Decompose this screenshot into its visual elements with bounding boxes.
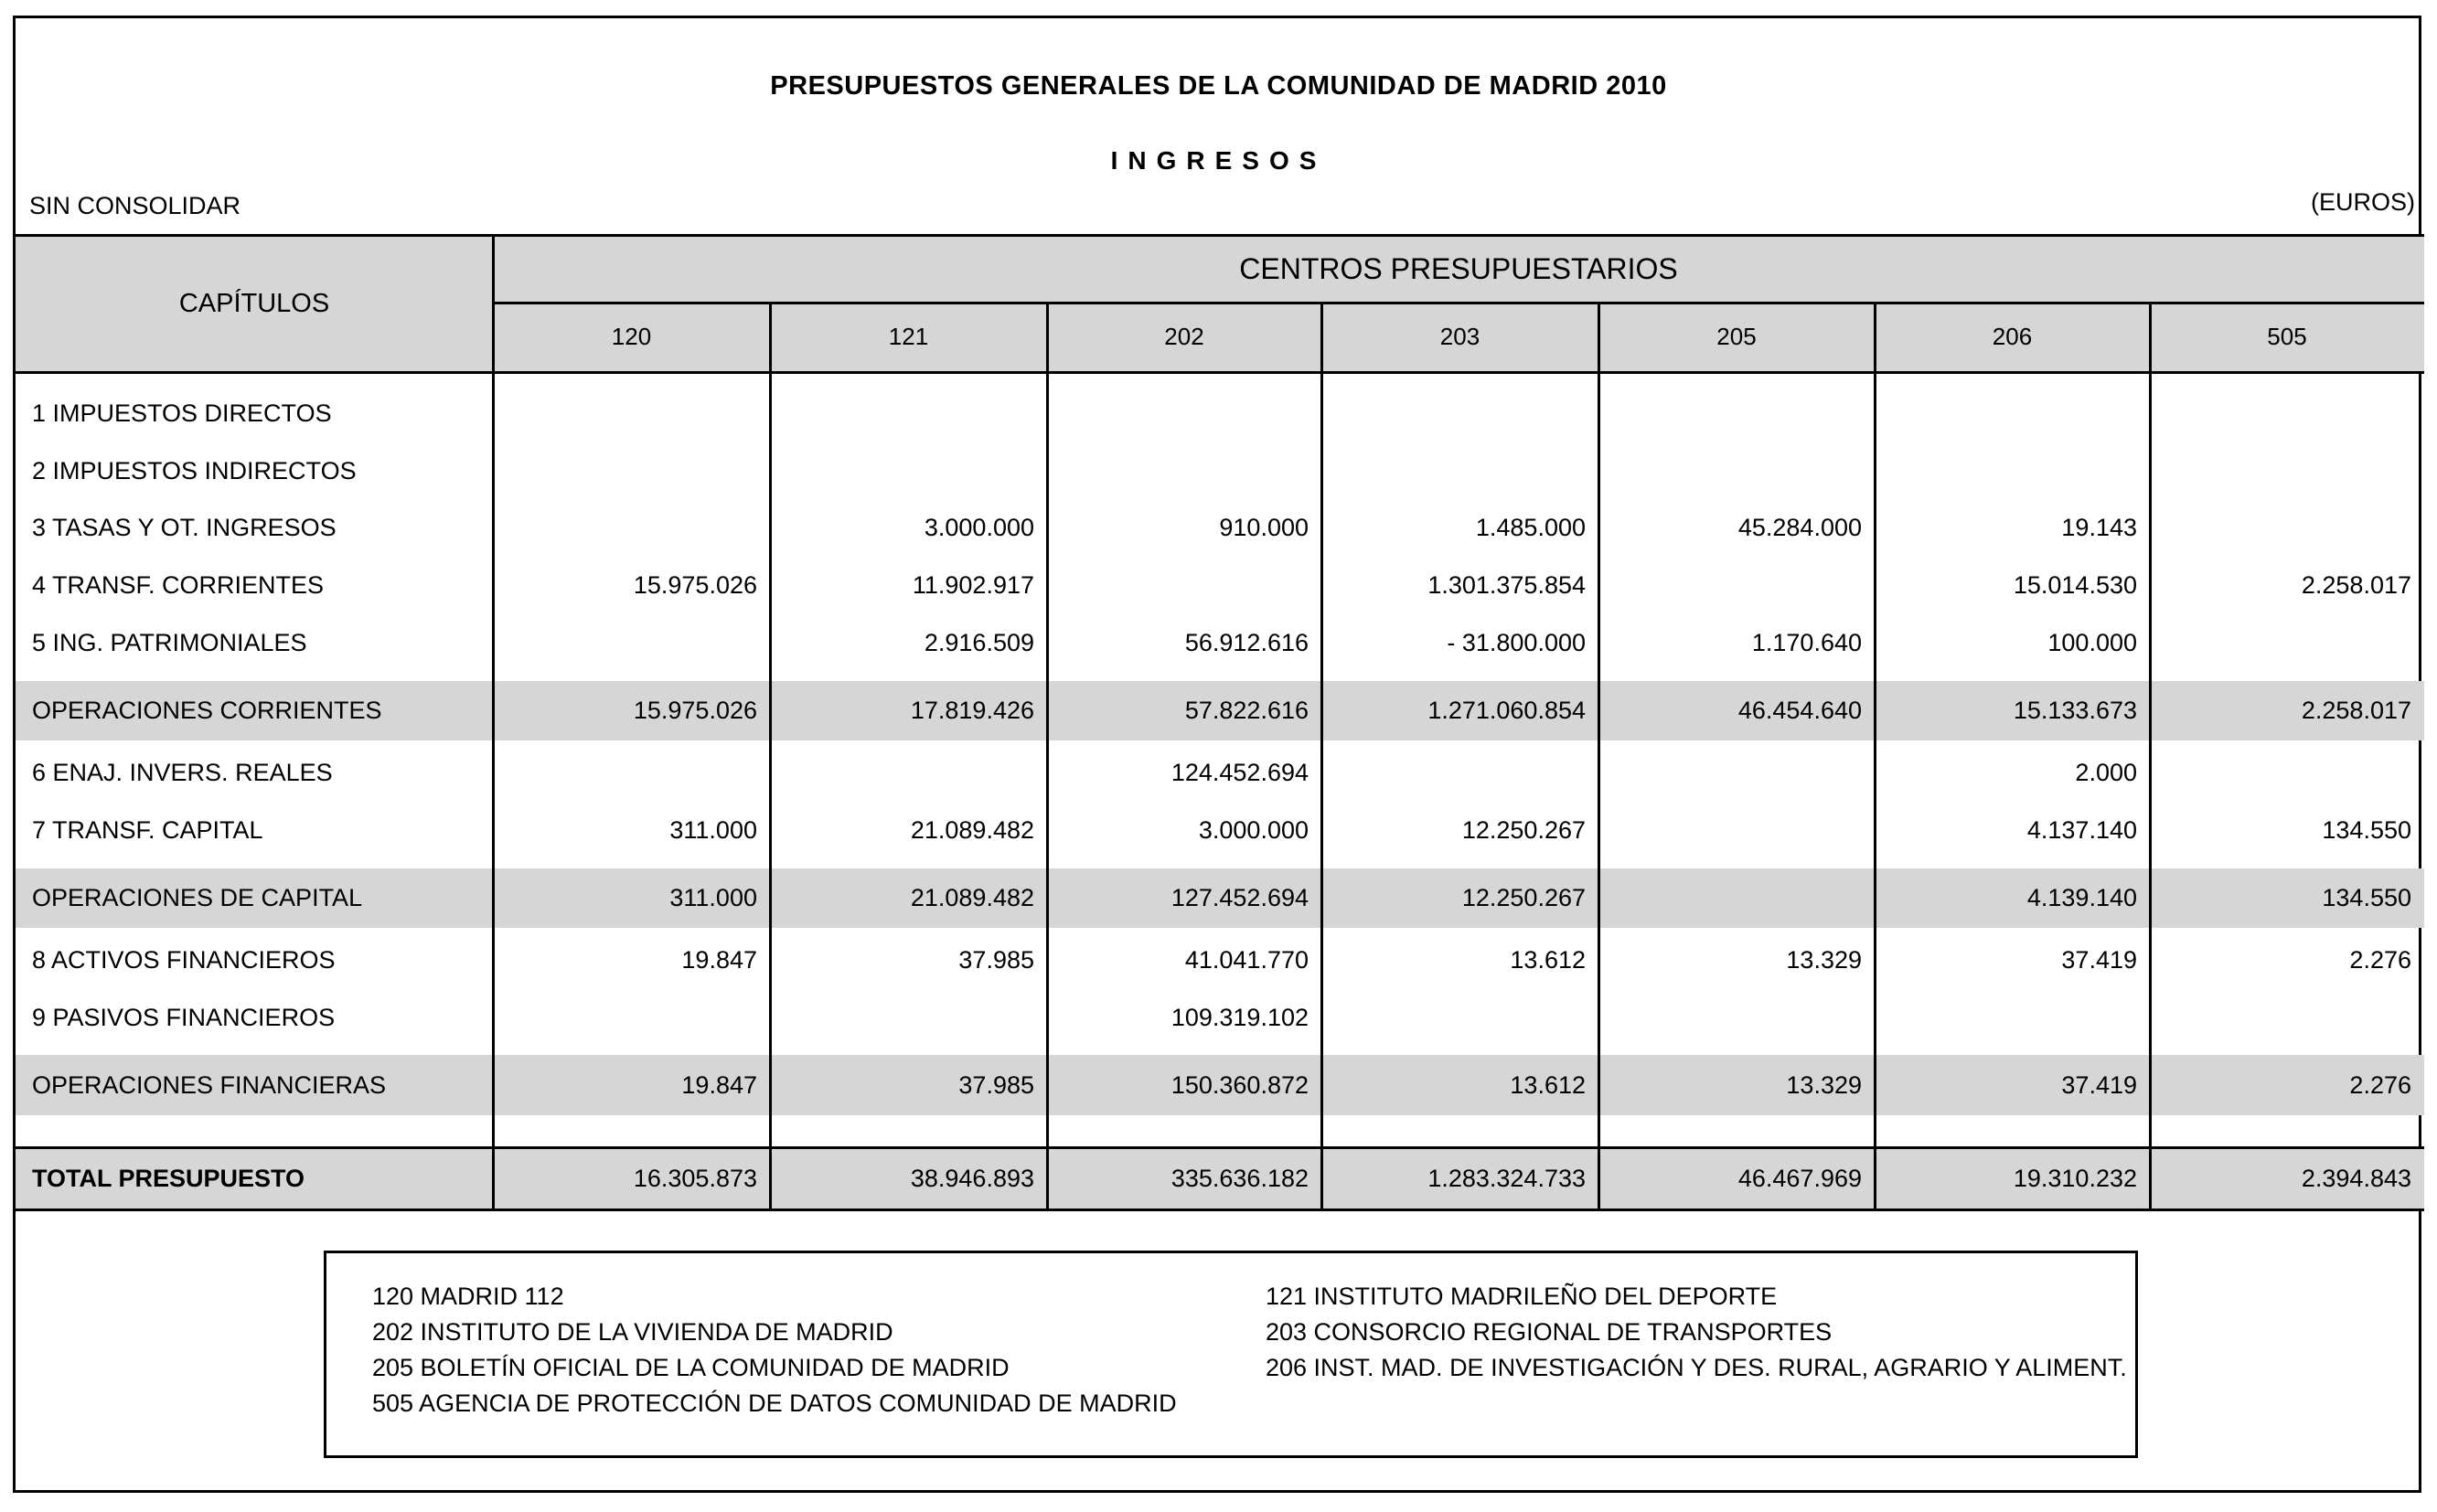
total-cell: 46.467.969: [1737, 1165, 1862, 1192]
table-cell: 17.819.426: [910, 696, 1034, 724]
table-cell: 2.276: [2349, 1070, 2411, 1099]
table-cell: 15.133.673: [2013, 696, 2137, 724]
table-cell: 1.485.000: [1475, 513, 1586, 541]
column-header: 202: [1164, 322, 1204, 350]
table-cell: 2.258.017: [2301, 570, 2411, 599]
row-label: 5 ING. PATRIMONIALES: [32, 628, 307, 656]
table-cell: [493, 448, 770, 494]
capitulos-header: CAPÍTULOS: [178, 288, 330, 318]
table-cell: - 31.800.000: [1447, 628, 1586, 656]
table-cell: 13.329: [1786, 1070, 1862, 1099]
table-cell: [1598, 390, 1875, 436]
row-label: 6 ENAJ. INVERS. REALES: [32, 758, 333, 786]
table-cell: 4.139.140: [2026, 883, 2137, 911]
table-cell: 19.847: [681, 945, 757, 974]
legend-item: 203 CONSORCIO REGIONAL DE TRANSPORTES: [1266, 1318, 1833, 1346]
legend-item: 205 BOLETÍN OFICIAL DE LA COMUNIDAD DE MADRID: [372, 1354, 1010, 1381]
row-label: 2 IMPUESTOS INDIRECTOS: [32, 456, 357, 484]
table-rule: [16, 1209, 2424, 1211]
row-label: 4 TRANSF. CORRIENTES: [32, 570, 325, 599]
table-cell: [1047, 448, 1321, 494]
table-cell: 37.419: [2061, 1070, 2137, 1099]
legend-item: 202 INSTITUTO DE LA VIVIENDA DE MADRID: [372, 1318, 893, 1346]
table-cell: 37.419: [2061, 945, 2137, 974]
table-cell: [1321, 995, 1598, 1040]
total-cell: 16.305.873: [633, 1165, 757, 1192]
table-cell: [493, 750, 770, 795]
table-cell: [1598, 807, 1875, 853]
table-cell: 1.301.375.854: [1427, 570, 1586, 599]
table-cell: [770, 995, 1047, 1040]
table-cell: 15.975.026: [633, 696, 757, 724]
table-cell: [2150, 995, 2424, 1040]
table-cell: 150.360.872: [1170, 1070, 1309, 1099]
table-cell: 15.014.530: [2013, 570, 2137, 599]
table-cell: [1875, 448, 2150, 494]
table-cell: [1598, 995, 1875, 1040]
table-cell: [1321, 750, 1598, 795]
table-cell: [2150, 620, 2424, 665]
table-cell: [493, 995, 770, 1040]
table-cell: 12.250.267: [1461, 815, 1586, 844]
total-label: TOTAL PRESUPUESTO: [32, 1165, 305, 1192]
table-cell: 127.452.694: [1170, 883, 1309, 911]
table-cell: 311.000: [669, 883, 757, 911]
legend-item: 121 INSTITUTO MADRILEÑO DEL DEPORTE: [1266, 1283, 1778, 1310]
column-header: 121: [888, 322, 929, 350]
table-cell: 46.454.640: [1737, 696, 1862, 724]
table-cell: [493, 390, 770, 436]
table-cell: 37.985: [958, 1070, 1034, 1099]
document-title: PRESUPUESTOS GENERALES DE LA COMUNIDAD DE MADRID 2010: [770, 71, 1667, 101]
table-cell: 41.041.770: [1184, 945, 1309, 974]
table-cell: 19.143: [2061, 513, 2137, 541]
total-cell: 1.283.324.733: [1427, 1165, 1586, 1192]
table-cell: 21.089.482: [910, 883, 1034, 911]
units-note: (EUROS): [2311, 188, 2415, 216]
row-label: 1 IMPUESTOS DIRECTOS: [32, 399, 332, 427]
column-header: 206: [1992, 322, 2033, 350]
legend-item: 505 AGENCIA DE PROTECCIÓN DE DATOS COMUNIDAD DE MADRID: [372, 1390, 1177, 1417]
legend-box: [324, 1251, 2138, 1458]
table-cell: 100.000: [2047, 628, 2137, 656]
table-cell: 56.912.616: [1184, 628, 1309, 656]
table-cell: 13.329: [1786, 945, 1862, 974]
table-cell: [1598, 750, 1875, 795]
column-header: 205: [1716, 322, 1757, 350]
table-cell: [1321, 448, 1598, 494]
table-cell: [770, 448, 1047, 494]
table-cell: [2150, 448, 2424, 494]
table-cell: 2.276: [2349, 945, 2411, 974]
table-cell: 109.319.102: [1170, 1003, 1309, 1031]
table-cell: 4.137.140: [2026, 815, 2137, 844]
column-header: 120: [611, 322, 652, 350]
table-cell: 134.550: [2322, 815, 2411, 844]
table-rule: [16, 371, 2424, 374]
total-cell: 19.310.232: [2013, 1165, 2137, 1192]
row-label: 3 TASAS Y OT. INGRESOS: [32, 513, 337, 541]
column-header: 505: [2267, 322, 2307, 350]
table-cell: 11.902.917: [912, 570, 1034, 599]
consolidation-note: SIN CONSOLIDAR: [29, 192, 241, 219]
table-cell: 57.822.616: [1184, 696, 1309, 724]
table-cell: 311.000: [669, 815, 757, 844]
table-cell: [1598, 875, 1875, 921]
table-cell: 910.000: [1219, 513, 1309, 541]
table-cell: [493, 505, 770, 550]
table-cell: 13.612: [1510, 1070, 1586, 1099]
table-cell: [2150, 390, 2424, 436]
table-cell: [1321, 390, 1598, 436]
column-header: 203: [1439, 322, 1480, 350]
centros-header: CENTROS PRESUPUESTARIOS: [1239, 251, 1678, 285]
table-cell: [1047, 562, 1321, 608]
table-cell: 1.271.060.854: [1427, 696, 1586, 724]
total-cell: 2.394.843: [2301, 1165, 2411, 1192]
total-cell: 335.636.182: [1170, 1165, 1309, 1192]
table-cell: 19.847: [681, 1070, 757, 1099]
table-cell: [1598, 448, 1875, 494]
document-subtitle: INGRESOS: [1110, 146, 1327, 175]
table-cell: [2150, 505, 2424, 550]
row-label: 7 TRANSF. CAPITAL: [32, 815, 263, 844]
row-label: 8 ACTIVOS FINANCIEROS: [32, 945, 336, 974]
table-cell: [2150, 750, 2424, 795]
table-cell: 2.000: [2075, 758, 2137, 786]
table-cell: 124.452.694: [1170, 758, 1309, 786]
legend-item: 206 INST. MAD. DE INVESTIGACIÓN Y DES. RURAL, AGRARIO Y ALIMENT.: [1266, 1354, 2127, 1381]
table-cell: [1047, 390, 1321, 436]
table-cell: [770, 750, 1047, 795]
table-cell: 3.000.000: [1198, 815, 1309, 844]
total-cell: 38.946.893: [910, 1165, 1034, 1192]
table-cell: [770, 390, 1047, 436]
row-label: OPERACIONES CORRIENTES: [32, 696, 382, 724]
table-cell: 45.284.000: [1737, 513, 1862, 541]
legend-item: 120 MADRID 112: [372, 1283, 564, 1310]
table-cell: [1875, 995, 2150, 1040]
row-label: OPERACIONES DE CAPITAL: [32, 883, 363, 911]
row-label: OPERACIONES FINANCIERAS: [32, 1070, 387, 1099]
table-cell: 134.550: [2322, 883, 2411, 911]
table-cell: 12.250.267: [1461, 883, 1586, 911]
row-label: 9 PASIVOS FINANCIEROS: [32, 1003, 336, 1031]
table-cell: 2.258.017: [2301, 696, 2411, 724]
table-cell: [1875, 390, 2150, 436]
table-cell: [493, 620, 770, 665]
table-cell: 1.170.640: [1751, 628, 1862, 656]
table-cell: 21.089.482: [910, 815, 1034, 844]
table-cell: 3.000.000: [924, 513, 1034, 541]
table-cell: 2.916.509: [924, 628, 1034, 656]
table-cell: 37.985: [958, 945, 1034, 974]
table-cell: 15.975.026: [633, 570, 757, 599]
table-cell: [1598, 562, 1875, 608]
table-cell: 13.612: [1510, 945, 1586, 974]
